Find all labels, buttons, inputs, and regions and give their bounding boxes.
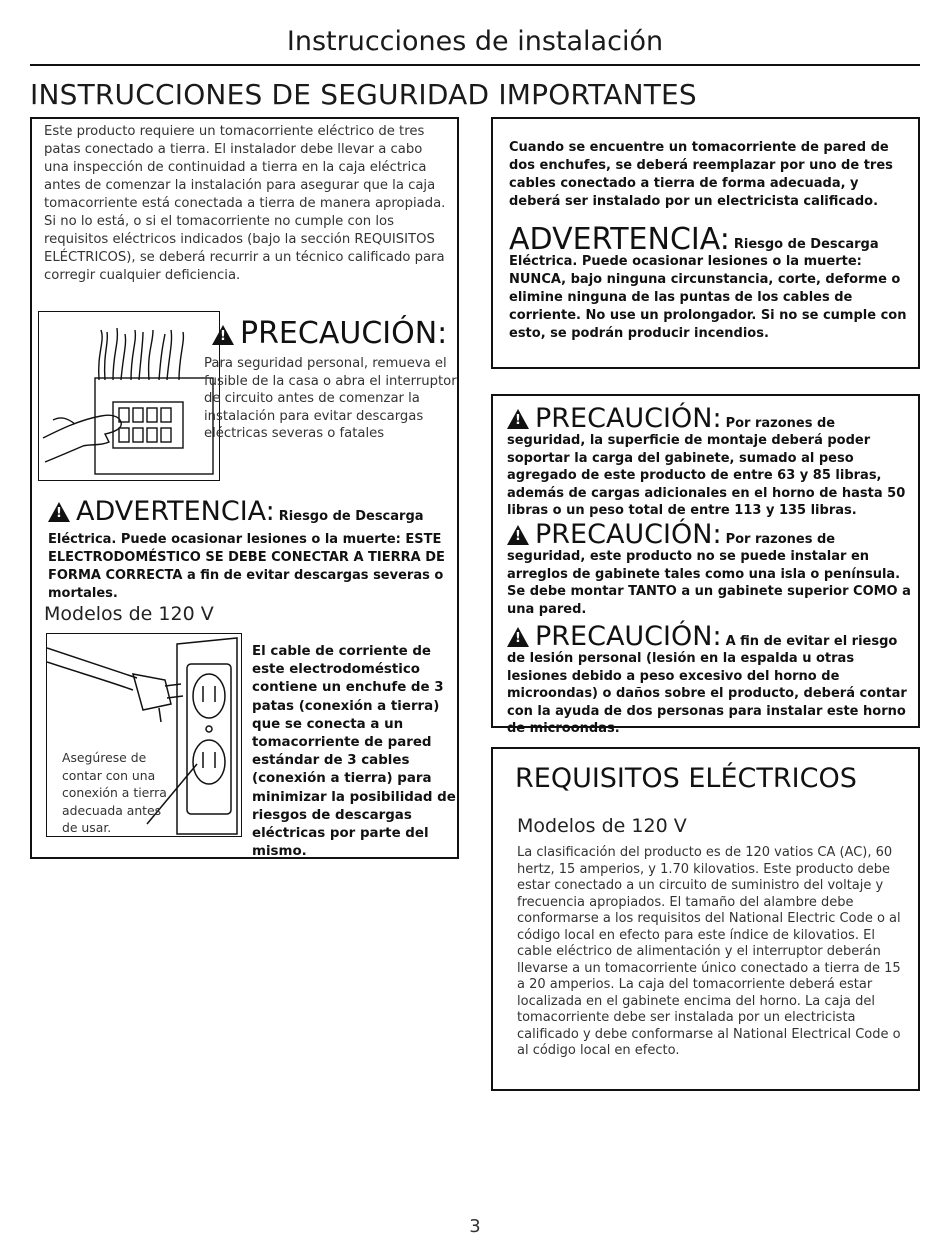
two-prong-outlet-text: Cuando se encuentre un tomacorriente de pared de dos enchufes, se deberá reemplazar por uno de tres cables conectado a tierra de forma adecuada, y deberá ser instalado por un electricista calificado. xyxy=(509,140,893,209)
precaucion-text-2: seguridad, este producto no se puede instalar en arreglos de gabinete tales como una isla o península. Se debe montar TANTO a un gabinete superior COMO a una pared. xyxy=(507,549,911,617)
main-title: INSTRUCCIONES DE SEGURIDAD IMPORTANTES xyxy=(30,78,697,111)
models-heading: Modelos de 120 V xyxy=(44,603,214,625)
fuse-box-drawing xyxy=(39,312,219,480)
precaucion-heading: PRECAUCIÓN: xyxy=(240,316,448,351)
precaucion-heading-row xyxy=(212,316,448,351)
electrical-models-heading: Modelos de 120 V xyxy=(517,815,687,837)
precaucion-heading-1: PRECAUCIÓN: xyxy=(535,403,722,434)
page-number: 3 xyxy=(469,1216,481,1237)
precaucion-subheading-3: A fin de evitar el riesgo xyxy=(725,634,898,649)
advertencia-heading: ADVERTENCIA: xyxy=(76,496,275,527)
warning-triangle-icon xyxy=(212,325,234,345)
page-header-title: Instrucciones de instalación xyxy=(286,26,664,57)
precaucion-text: Para seguridad personal, remueva el fusible de la casa o abra el interruptor de circuito antes de comenzar la instalación para evitar descargas eléctricas severas o fatales xyxy=(204,356,457,442)
electrical-requirements-box xyxy=(491,747,920,1091)
advertencia-text: Eléctrica. Puede ocasionar lesiones o la muerte: ESTE ELECTRODOMÉSTICO SE DEBE CONECTAR A TIERRA DE FORMA CORRECTA a fin de evitar descargas severas o mortales. xyxy=(48,532,445,601)
power-cord-text: El cable de corriente de este electrodoméstico contiene un enchufe de 3 patas (conexión a tierra) que se conecta a un tomacorriente de pared estándar de 3 cables (conexión a tierra) para minimizar la posibilidad de riesgos de descargas eléctricas por parte del mismo. xyxy=(252,644,456,860)
advertencia-heading-row xyxy=(48,497,424,527)
precaucion-heading-row-2 xyxy=(507,520,835,550)
advertencia-subheading: Riesgo de Descarga xyxy=(278,509,424,524)
left-safety-box xyxy=(30,117,459,859)
precaucion-heading-row-1 xyxy=(507,404,835,434)
advertencia-heading-row-2 xyxy=(509,222,879,257)
warning-triangle-icon xyxy=(507,525,529,545)
advertencia-subheading-2: Riesgo de Descarga xyxy=(733,237,879,252)
warning-triangle-icon xyxy=(48,502,70,522)
precaucion-text-1: seguridad, la superficie de montaje deberá poder soportar la carga del gabinete, sumado al peso agregado de este producto de entre 63 y 85 libras, además de cargas adicionales en el horno de hasta 50 libras o un peso total de entre 113 y 135 libras. xyxy=(507,433,906,519)
advertencia-text-2: Eléctrica. Puede ocasionar lesiones o la muerte: NUNCA, bajo ninguna circunstancia, corte, deforme o elimine ninguna de las puntas de los cables de corriente. No use un prolongador. Si no se cumple con esto, se podrán producir incendios. xyxy=(509,254,907,341)
right-outlet-box xyxy=(491,117,920,369)
electrical-requirements-text: La clasificación del producto es de 120 vatios CA (AC), 60 hertz, 15 amperios, y 1.70 kilovatios. Este producto debe estar conectado a un circuito de suministro del voltaje y frecuencia apropiados. El tamaño del alambre debe conformarse a los requisitos del National Electric Code o al código local en efecto para este índice de kilovatios. El cable eléctrico de alimentación y el interruptor deberán llevarse a un tomacorriente único conectado a tierra de 15 a 20 amperios. La caja del tomacorriente deberá estar localizada en el gabinete encima del horno. La caja del tomacorriente debe ser instalada por un electricista calificado y debe conformarse al National Electrical Code o al código local en efecto. xyxy=(517,845,901,1058)
right-precaucion-box xyxy=(491,394,920,737)
precaucion-subheading-1: Por razones de xyxy=(725,416,836,431)
precaucion-heading-row-3 xyxy=(507,622,897,652)
grounding-intro-text: Este producto requiere un tomacorriente eléctrico de tres patas conectado a tierra. El instalador debe llevar a cabo una inspección de continuidad a tierra en la caja eléctrica antes de comenzar la instalación para asegurar que la caja tomacorriente está conectada a tierra de manera apropiada. Si no lo está, o si el tomacorriente no cumple con los requisitos eléctricos indicados (bajo la sección REQUISITOS ELÉCTRICOS), se deberá recurrir a un técnico calificado para corregir cualquier deficiencia. xyxy=(44,124,446,283)
fuse-box-illustration xyxy=(38,311,220,481)
precaucion-subheading-2: Por razones de xyxy=(725,532,836,547)
precaucion-heading-2: PRECAUCIÓN: xyxy=(535,519,722,550)
precaucion-text-3: de lesión personal (lesión en la espalda u otras lesiones debido a peso excesivo del horno de microondas) o daños sobre el producto, deberá contar con la ayuda de dos personas para instalar este horno de microondas. xyxy=(507,651,907,737)
electrical-requirements-title: REQUISITOS ELÉCTRICOS xyxy=(515,763,857,794)
precaucion-heading-3: PRECAUCIÓN: xyxy=(535,621,722,652)
plug-figure-caption: Asegúrese de contar con una conexión a tierra adecuada antes de usar. xyxy=(62,750,167,835)
warning-triangle-icon xyxy=(507,409,529,429)
advertencia-heading-2: ADVERTENCIA: xyxy=(509,222,730,257)
warning-triangle-icon xyxy=(507,627,529,647)
header-rule xyxy=(30,64,920,66)
